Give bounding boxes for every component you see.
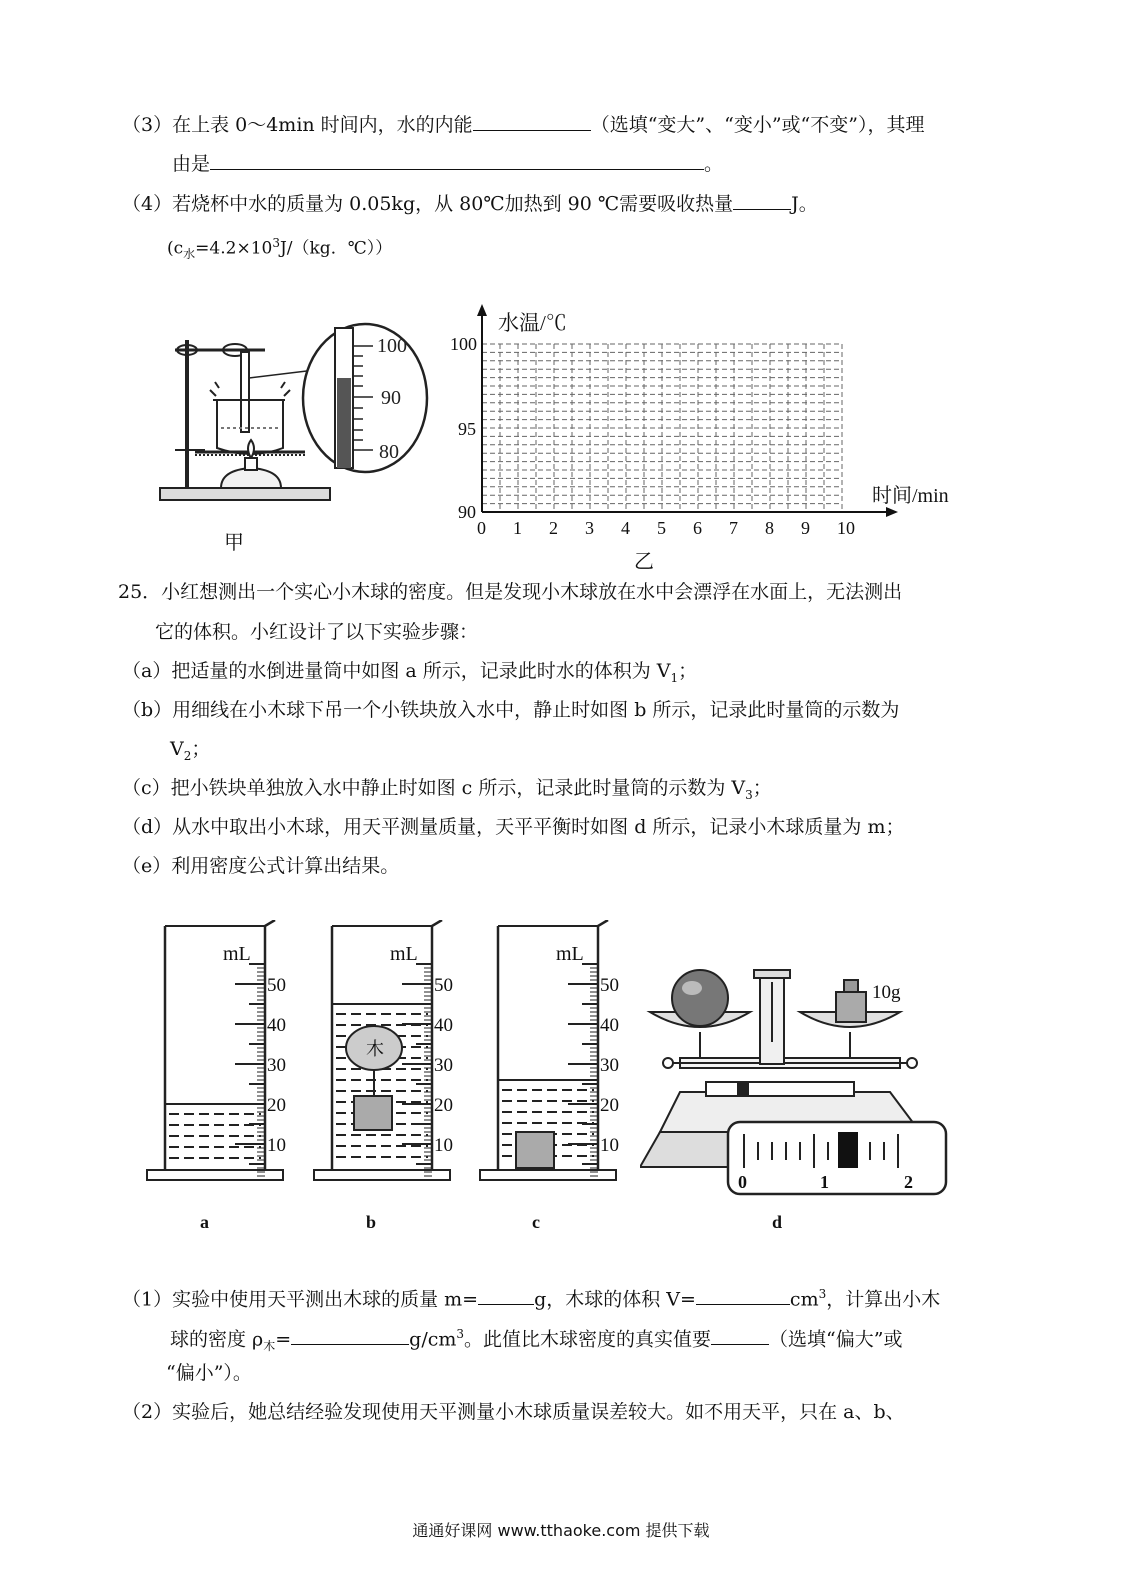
x-tick-label: 10 bbox=[837, 518, 855, 538]
x-tick-label: 7 bbox=[729, 518, 738, 538]
rider bbox=[838, 1132, 858, 1168]
weight-label: 10g bbox=[872, 982, 901, 1003]
answer-blank[interactable] bbox=[473, 112, 591, 131]
cylinder-a bbox=[147, 920, 286, 1180]
scale-label: 20 bbox=[267, 1095, 286, 1116]
q25-step-a: （a）把适量的水倒进量筒中如图 a 所示，记录此时水的体积为 $V_1$； bbox=[122, 660, 698, 685]
q25-step-d: （d）从水中取出小木球，用天平测量质量，天平平衡时如图 d 所示，记录小木球质量为 m； bbox=[122, 816, 905, 838]
q25-sub2: （2）实验后，她总结经验发现使用天平测量小木球质量误差较大。如不用天平，只在 a、b、 bbox=[122, 1401, 905, 1423]
q25-sub1-line2: 球的密度 $\rho_木= g/cm^3$。此值比木球密度的真实值要 （选填“偏大”或 bbox=[170, 1327, 903, 1354]
ball-label: 木 bbox=[366, 1039, 384, 1059]
q25-sub1-line1: （1）实验中使用天平测出木球的质量 m= g，木球的体积 $V= cm^3$，计算出小木 bbox=[122, 1287, 941, 1311]
unit-label: mL bbox=[556, 943, 584, 965]
x-tick-label: 8 bbox=[765, 518, 774, 538]
answer-blank-density[interactable] bbox=[291, 1326, 409, 1345]
cylinder-c bbox=[480, 920, 619, 1180]
caption-c: c bbox=[532, 1212, 540, 1232]
x-axis-arrow bbox=[886, 507, 898, 517]
x-tick-label: 1 bbox=[513, 518, 522, 538]
scale-label: 10 bbox=[267, 1135, 286, 1156]
q25-step-b-line1: （b）用细线在小木球下吊一个小铁块放入水中，静止时如图 b 所示，记录此时量筒的示数为 bbox=[122, 699, 900, 721]
unit-label: mL bbox=[390, 943, 418, 965]
q24-part3-line1: （3）在上表 0～4min 时间内，水的内能 （选填“变大”、“变小”或“不变”），其理 bbox=[122, 114, 925, 136]
scale-label-100: 100 bbox=[377, 335, 407, 357]
stand-base bbox=[160, 488, 330, 500]
cylinder-b bbox=[314, 920, 453, 1180]
scale-label: 40 bbox=[600, 1015, 619, 1036]
q24-part3-line2: 由是 。 bbox=[172, 153, 724, 175]
answer-blank[interactable] bbox=[733, 191, 791, 210]
wooden-ball bbox=[672, 970, 728, 1026]
magnified-rider-scale bbox=[728, 1122, 946, 1194]
y-tick-95: 95 bbox=[458, 419, 476, 439]
answer-blank-volume[interactable] bbox=[696, 1286, 790, 1305]
scale-label: 30 bbox=[600, 1055, 619, 1076]
y-axis-title: 水温/℃ bbox=[498, 311, 567, 335]
scale-label: 20 bbox=[600, 1095, 619, 1116]
x-tick-label: 6 bbox=[693, 518, 702, 538]
x-tick-label: 0 bbox=[477, 518, 486, 538]
scale-label: 40 bbox=[267, 1015, 286, 1036]
y-tick-100: 100 bbox=[450, 334, 477, 354]
figure-balance bbox=[640, 962, 960, 1202]
x-tick-label: 4 bbox=[621, 518, 630, 538]
y-axis-arrow bbox=[477, 304, 487, 316]
figure-cylinders bbox=[140, 920, 630, 1200]
scale-label: 50 bbox=[600, 975, 619, 996]
rider-scale-1: 1 bbox=[820, 1172, 829, 1192]
x-tick-labels bbox=[477, 518, 855, 538]
caption-b: b bbox=[366, 1212, 377, 1232]
x-tick-label: 2 bbox=[549, 518, 558, 538]
figure-jia-apparatus bbox=[155, 320, 445, 530]
y-tick-90: 90 bbox=[458, 502, 476, 522]
unit-label: mL bbox=[223, 943, 251, 965]
scale-label: 50 bbox=[434, 975, 453, 996]
grid-lines bbox=[482, 344, 842, 512]
page-footer: 通通好课网 www.tthaoke.com 提供下载 bbox=[412, 1521, 710, 1540]
figure-yi-caption: 乙 bbox=[634, 549, 654, 573]
scale-label-80: 80 bbox=[379, 441, 399, 463]
scale-label-90: 90 bbox=[381, 387, 401, 409]
scale-label: 50 bbox=[267, 975, 286, 996]
scale-label: 30 bbox=[267, 1055, 286, 1076]
iron-block bbox=[516, 1132, 554, 1168]
figure-jia-caption: 甲 bbox=[224, 530, 244, 554]
figure-yi-grid bbox=[450, 300, 970, 550]
x-tick-label: 3 bbox=[585, 518, 594, 538]
caption-a: a bbox=[200, 1212, 209, 1232]
scale-label: 10 bbox=[434, 1135, 453, 1156]
q25-step-c: （c）把小铁块单独放入水中静止时如图 c 所示，记录此时量筒的示数为 $V_3$； bbox=[122, 777, 772, 802]
rider-scale-0: 0 bbox=[738, 1172, 747, 1192]
x-tick-label: 5 bbox=[657, 518, 666, 538]
scale-label: 20 bbox=[434, 1095, 453, 1116]
q25-intro-line2: 它的体积。小红设计了以下实验步骤： bbox=[155, 621, 479, 643]
q25-intro-line1: 25．小红想测出一个实心小木球的密度。但是发现小木球放在水中会漂浮在水面上，无法测出 bbox=[118, 581, 903, 603]
q24-part4: （4）若烧杯中水的质量为 0.05kg，从 80℃加热到 90 ℃需要吸收热量 J。 bbox=[122, 193, 818, 215]
scale-label: 40 bbox=[434, 1015, 453, 1036]
scale-label: 10 bbox=[600, 1135, 619, 1156]
q25-sub1-line3: “偏小”）。 bbox=[166, 1362, 252, 1384]
weight-10g bbox=[836, 992, 866, 1022]
mercury-column bbox=[337, 378, 351, 468]
scale-label: 30 bbox=[434, 1055, 453, 1076]
q25-step-b-line2: $V_2$； bbox=[170, 738, 211, 763]
x-axis-title: 时间/min bbox=[872, 485, 949, 507]
x-tick-label: 9 bbox=[801, 518, 810, 538]
answer-blank[interactable] bbox=[210, 151, 704, 170]
answer-blank-mass[interactable] bbox=[478, 1286, 534, 1305]
q25-step-e: （e）利用密度公式计算出结果。 bbox=[122, 855, 400, 877]
rider-scale-2: 2 bbox=[904, 1172, 913, 1192]
answer-blank-bias[interactable] bbox=[711, 1326, 769, 1345]
caption-d: d bbox=[772, 1212, 783, 1232]
iron-block bbox=[354, 1096, 392, 1130]
q24-formula: ($c_水=4.2\times 10^3J/(kg$．℃）） bbox=[167, 236, 393, 262]
